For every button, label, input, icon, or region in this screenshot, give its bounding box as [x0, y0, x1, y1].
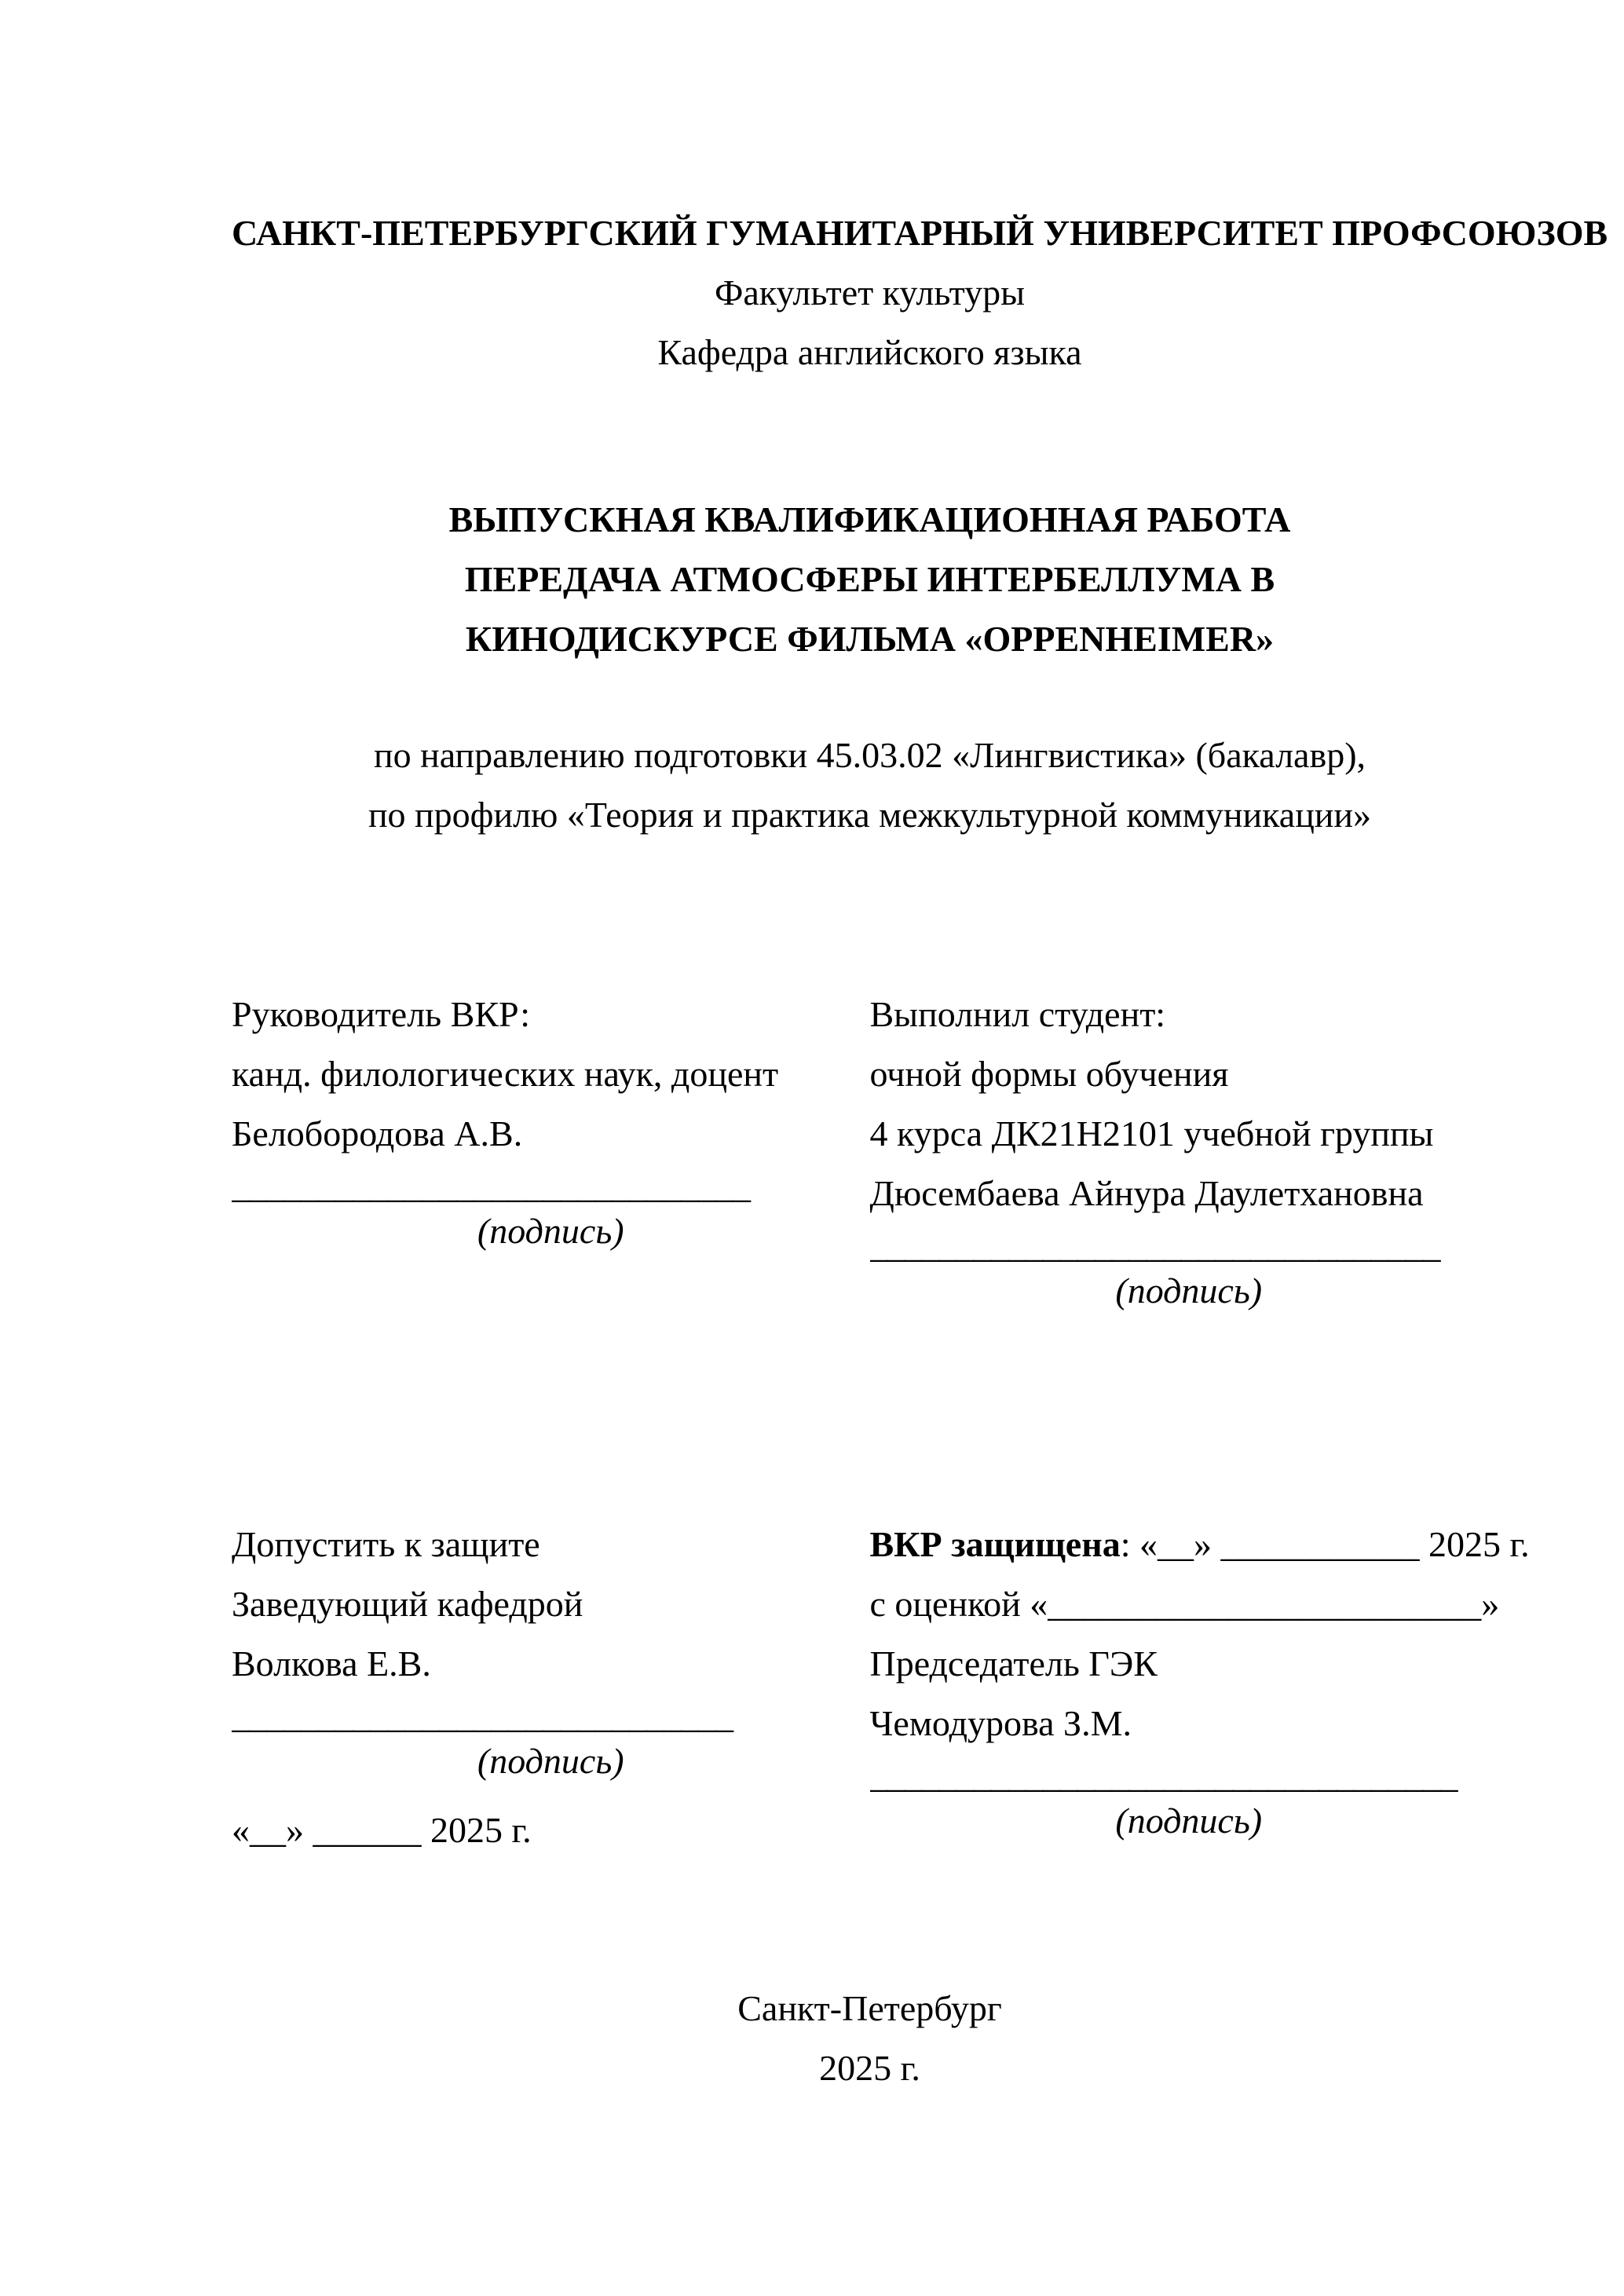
- supervisor-name: Белобородова А.В.: [232, 1113, 523, 1153]
- admission-defense-section: [232, 1515, 1530, 1860]
- supervisor-signature-caption: (подпись): [477, 1211, 624, 1251]
- student-label: Выполнил студент:: [869, 994, 1166, 1034]
- defense-date-blanks: : «__» ___________ 2025 г.: [1120, 1524, 1530, 1564]
- supervisor-label: Руководитель ВКР:: [232, 994, 531, 1034]
- program-profile: по профилю «Теория и практика межкультурной коммуникации»: [368, 795, 1372, 835]
- defense-grade-line: с оценкой «________________________»: [869, 1584, 1500, 1624]
- work-title-line-2: КИНОДИСКУРСЕ ФИЛЬМА «OPPENHEIMER»: [465, 619, 1275, 659]
- admission-signature-caption: (подпись): [477, 1741, 624, 1781]
- supervisor-block: [232, 985, 870, 1314]
- student-signature-caption: (подпись): [1115, 1270, 1263, 1311]
- supervisor-student-section: [232, 985, 1508, 1314]
- header-block: [232, 203, 1608, 382]
- chairman-name: Чемодурова З.М.: [869, 1703, 1132, 1743]
- admission-signature-line: _____________________________: [232, 1695, 733, 1735]
- work-type-heading: ВЫПУСКНАЯ КВАЛИФИКАЦИОННАЯ РАБОТА: [448, 499, 1291, 539]
- supervisor-signature-line: ______________________________: [232, 1165, 750, 1205]
- student-signature-line: _________________________________: [869, 1225, 1440, 1265]
- footer-year: 2025 г.: [819, 2048, 920, 2088]
- faculty-name: Факультет культуры: [715, 272, 1025, 313]
- chairman-title: Председатель ГЭК: [869, 1643, 1158, 1684]
- chairman-signature-line: __________________________________: [869, 1755, 1458, 1795]
- defense-block: [869, 1515, 1530, 1860]
- university-name: САНКТ-ПЕТЕРБУРГСКИЙ ГУМАНИТАРНЫЙ УНИВЕРСИТЕТ ПРОФСОЮЗОВ: [232, 213, 1608, 253]
- student-group: 4 курса ДК21Н2101 учебной группы: [869, 1113, 1434, 1153]
- admission-date-line: «__» ______ 2025 г.: [232, 1810, 532, 1850]
- admission-line-1: Допустить к защите: [232, 1524, 540, 1564]
- footer-city: Санкт-Петербург: [737, 1988, 1002, 2028]
- chairman-signature-caption: (подпись): [1115, 1801, 1263, 1841]
- defense-date-line: [869, 1515, 1530, 1574]
- work-title-line-1: ПЕРЕДАЧА АТМОСФЕРЫ ИНТЕРБЕЛЛУМА В: [464, 559, 1275, 599]
- title-block: [232, 490, 1508, 669]
- admission-block: [232, 1515, 870, 1860]
- student-block: [870, 985, 1509, 1314]
- footer-block: [232, 1979, 1508, 2098]
- head-of-department-name: Волкова Е.В.: [232, 1643, 431, 1684]
- student-name: Дюсембаева Айнура Даулетхановна: [869, 1173, 1424, 1213]
- program-block: [232, 726, 1508, 845]
- admission-line-2: Заведующий кафедрой: [232, 1584, 583, 1624]
- supervisor-degree: канд. филологических наук, доцент: [232, 1054, 779, 1094]
- student-study-form: очной формы обучения: [869, 1054, 1229, 1094]
- program-direction: по направлению подготовки 45.03.02 «Лингвистика» (бакалавр),: [373, 735, 1366, 775]
- defense-label: ВКР защищена: [869, 1524, 1121, 1564]
- department-name: Кафедра английского языка: [657, 332, 1082, 372]
